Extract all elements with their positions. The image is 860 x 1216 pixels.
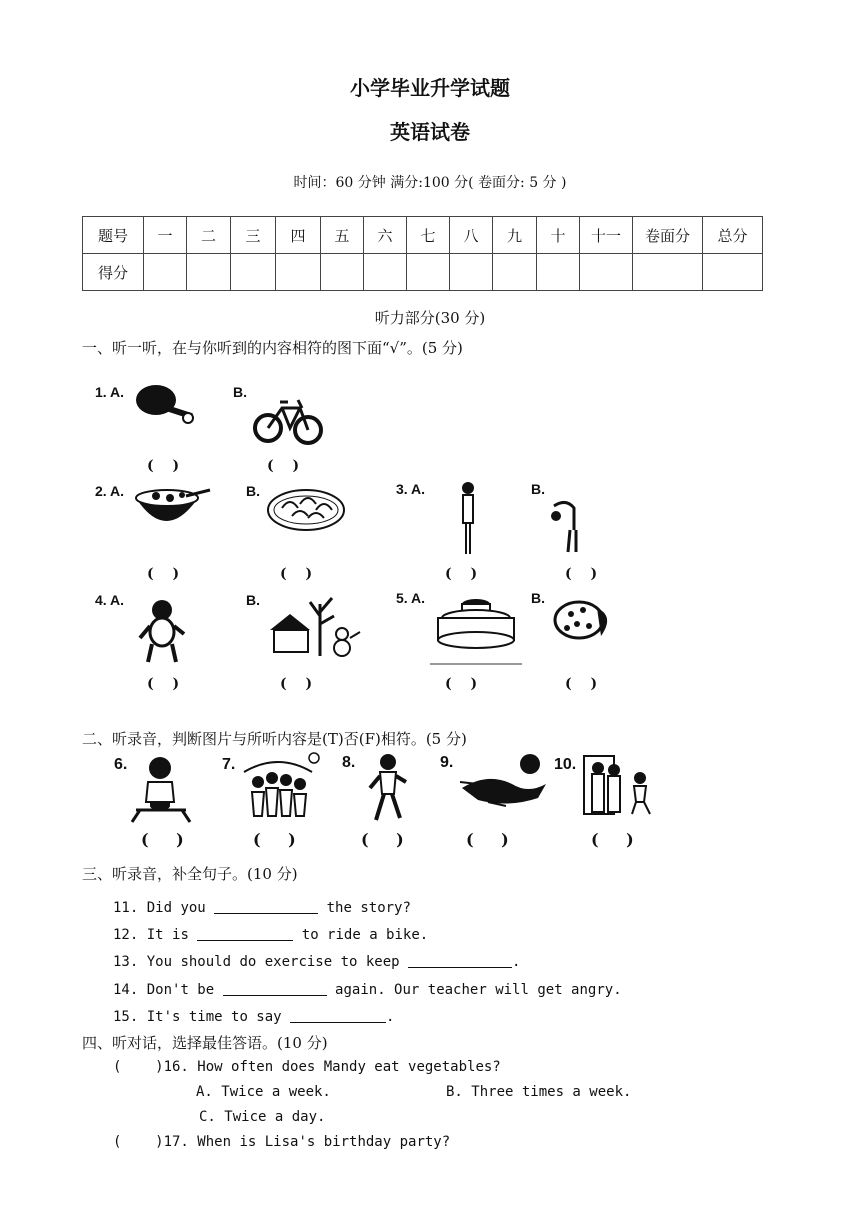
score-cell[interactable] [364,254,407,291]
table-cell: 六 [364,217,407,254]
option-c[interactable]: C. Twice a day. [199,1109,326,1125]
option-label: 4. A. [95,592,125,608]
exam-info: 时间：60 分钟 满分:100 分( 卷面分: 5 分 ) [293,175,567,191]
score-cell[interactable] [321,254,364,291]
score-cell[interactable] [703,254,763,291]
answer-bracket[interactable]: ( ) [141,830,184,849]
listening-title: 听力部分(30 分) [374,309,486,327]
question-number: 10. [554,756,577,773]
table-cell: 五 [321,217,364,254]
sentence-text: again. Our teacher will get angry. [335,982,622,998]
option-label: 3. A. [396,481,426,497]
cookie-icon [553,600,615,642]
score-cell[interactable] [493,254,537,291]
answer-bracket[interactable]: ( ) [267,458,300,474]
sentence-text: to ride a bike. [301,927,429,943]
sentence-text: . [386,1009,395,1025]
page-subtitle: 英语试卷 [390,120,470,144]
option-label: 5. A. [396,590,426,606]
answer-bracket[interactable]: ( )16. [113,1059,189,1075]
answer-blank[interactable] [408,953,512,968]
answer-bracket[interactable]: ( ) [466,830,509,849]
fill-in-sentence [113,953,520,970]
answer-blank[interactable] [214,899,318,914]
sentence-text: You should do exercise to keep [146,954,400,970]
answer-bracket[interactable]: ( ) [147,566,180,582]
table-cell: 题号 [83,217,144,254]
question-16 [113,1059,501,1075]
question-number: 14. [113,982,139,998]
bicycle-icon [250,384,326,446]
score-cell[interactable] [633,254,703,291]
table-cell: 二 [187,217,231,254]
table-cell: 八 [450,217,493,254]
dumplings-plate-icon [266,486,348,532]
question-number: 9. [440,754,454,771]
monkey-icon [138,596,186,666]
soup-bowl-icon [132,484,214,534]
section-2-heading: 二、听录音，判断图片与所听内容是(T)否(F)相符。(5 分) [82,730,467,748]
option-label: 2. A. [95,483,125,499]
score-cell[interactable] [276,254,321,291]
standing-woman-icon [456,480,480,556]
answer-bracket[interactable]: ( ) [280,676,313,692]
question-number: 15. [113,1009,139,1025]
section-4-heading: 四、听对话，选择最佳答语。(10 分) [82,1034,328,1052]
score-cell[interactable] [231,254,276,291]
answer-blank[interactable] [290,1008,386,1023]
option-label: B. [531,481,545,497]
answer-bracket[interactable]: ( ) [147,458,180,474]
answer-blank[interactable] [223,981,327,996]
winter-house-icon [266,594,362,660]
sentence-text: Don't be [146,982,215,998]
answer-bracket[interactable]: ( ) [280,566,313,582]
sentence-text: . [512,954,521,970]
fallen-leaves-icon [458,754,548,808]
table-cell: 一 [144,217,187,254]
answer-bracket[interactable]: ( ) [565,676,598,692]
table-cell: 十一 [580,217,633,254]
option-label: B. [246,483,260,499]
answer-bracket[interactable]: ( ) [147,676,180,692]
table-cell: 十 [537,217,580,254]
answer-bracket[interactable]: ( ) [253,830,296,849]
running-boy-icon [368,752,408,824]
score-table-header-row [83,217,763,254]
score-table-score-row [83,254,763,291]
option-label: B. [531,590,545,606]
option-label: B. [246,592,260,608]
score-cell[interactable] [537,254,580,291]
bending-person-icon [548,496,582,554]
option-a[interactable]: A. Twice a week. [196,1084,331,1100]
sentence-text: Did you [146,900,206,916]
answer-bracket[interactable]: ( ) [591,830,634,849]
score-cell[interactable] [187,254,231,291]
table-cell: 卷面分 [633,217,703,254]
question-number: 6. [114,756,128,773]
section-3-heading: 三、听录音，补全句子。(10 分) [82,865,298,883]
question-number: 13. [113,954,139,970]
birthday-cake-icon [430,592,524,668]
people-at-door-icon [582,754,660,818]
table-cell: 三 [231,217,276,254]
score-cell[interactable] [580,254,633,291]
table-cell: 得分 [83,254,144,291]
option-label: B. [233,384,247,400]
boy-at-desk-icon [130,754,192,824]
ping-pong-paddle-icon [132,382,204,426]
table-cell: 九 [493,217,537,254]
table-cell: 七 [407,217,450,254]
option-b[interactable]: B. Three times a week. [446,1084,632,1100]
sentence-text: It is [146,927,189,943]
answer-blank[interactable] [197,926,293,941]
score-cell[interactable] [144,254,187,291]
fill-in-sentence [113,899,411,916]
family-group-icon [238,752,322,824]
section-1-heading: 一、听一听，在与你听到的内容相符的图下面“√”。(5 分) [82,339,463,357]
score-table [82,216,763,291]
answer-bracket[interactable]: ( ) [565,566,598,582]
answer-bracket[interactable]: ( ) [445,676,478,692]
question-17 [113,1134,450,1150]
question-number: 12. [113,927,139,943]
score-cell[interactable] [407,254,450,291]
question-number: 11. [113,900,139,916]
sentence-text: the story? [326,900,411,916]
question-text: How often does Mandy eat vegetables? [197,1059,501,1075]
fill-in-sentence [113,981,622,998]
answer-bracket[interactable]: ( ) [361,830,404,849]
table-cell: 总分 [703,217,763,254]
fill-in-sentence [113,1008,394,1025]
answer-bracket[interactable]: ( )17. [113,1134,189,1150]
fill-in-sentence [113,926,428,943]
table-cell: 四 [276,217,321,254]
option-label: 1. A. [95,384,125,400]
page-title: 小学毕业升学试题 [350,76,510,100]
question-number: 8. [342,754,356,771]
question-number: 7. [222,756,236,773]
score-cell[interactable] [450,254,493,291]
sentence-text: It's time to say [146,1009,282,1025]
question-text: When is Lisa's birthday party? [197,1134,451,1150]
answer-bracket[interactable]: ( ) [445,566,478,582]
